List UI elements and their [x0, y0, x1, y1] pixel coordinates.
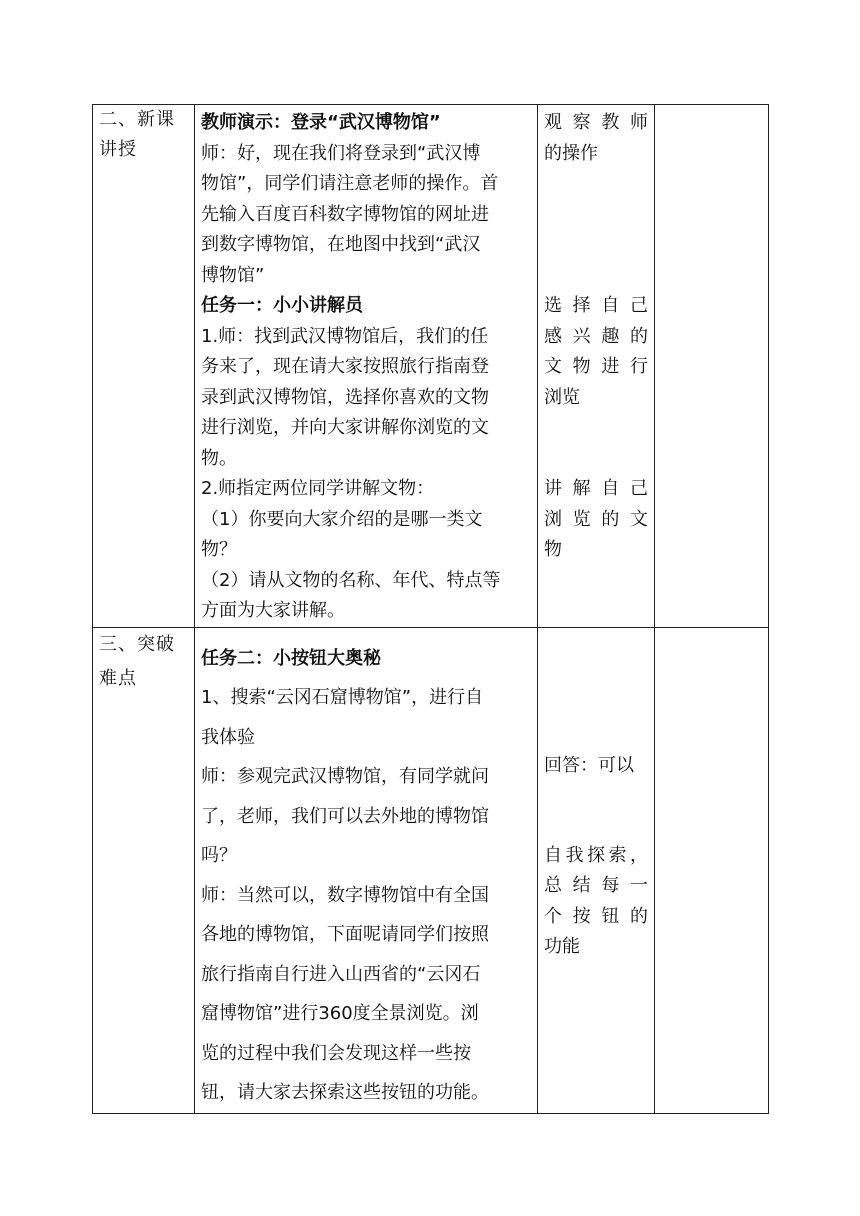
stage-label-line: 讲授 [99, 139, 137, 160]
student-activity-block [544, 751, 648, 782]
body-text-line: 到数字博物馆，在地图中找到“武汉 [201, 234, 481, 255]
student-activity-block [544, 841, 648, 963]
teacher-activity-text [201, 108, 531, 627]
body-text-line: 2.师指定两位同学讲解文物： [201, 478, 435, 499]
body-text-line: 务来了，现在请大家按照旅行指南登 [201, 356, 489, 377]
body-text-line: 物。 [201, 447, 237, 469]
teacher-activity-cell [195, 105, 538, 628]
table-row-new-lesson [93, 105, 769, 628]
table-row-break-through [93, 627, 769, 1113]
student-activity-line: 观察教师 [544, 112, 648, 133]
stage-label-line: 二、新课 [99, 109, 175, 130]
student-activity-line: 物 [544, 539, 562, 560]
student-activity-line: 感兴趣的 [544, 325, 648, 347]
teacher-activity-cell [195, 627, 538, 1113]
body-text-line: 吗？ [201, 845, 237, 866]
body-text-line: 师：当然可以，数字博物馆中有全国 [201, 884, 489, 906]
body-text-line: 窟博物馆”进行360度全景浏览。浏 [201, 1003, 479, 1024]
body-text-line: （1）你要向大家介绍的是哪一类文 [201, 508, 483, 530]
body-text-line: 物馆”，同学们请注意老师的操作。首 [201, 173, 499, 194]
body-text-line: 进行浏览，并向大家讲解你浏览的文 [201, 417, 489, 438]
stage-cell-break-through [93, 627, 195, 1113]
student-activity-line: 浏览的文 [544, 508, 648, 530]
student-activity-block [544, 474, 648, 566]
stage-label [99, 628, 188, 696]
student-activity-line: 浏览 [544, 386, 580, 408]
student-activity-line: 的操作 [544, 142, 598, 164]
body-text-line: （2）请从文物的名称、年代、特点等 [201, 569, 501, 591]
body-text-line: 物？ [201, 539, 237, 560]
student-activity-line: 选择自己 [544, 295, 648, 316]
student-activity-block [544, 291, 648, 413]
body-text-line: 旅行指南自行进入山西省的“云冈石 [201, 963, 481, 985]
stage-cell-new-lesson [93, 105, 195, 628]
body-text-line: 先输入百度百科数字博物馆的网址进 [201, 203, 489, 225]
notes-cell [655, 105, 769, 628]
student-activity-block [544, 108, 648, 169]
section-heading: 任务一：小小讲解员 [201, 295, 363, 316]
stage-label-line: 三、突破 [99, 633, 175, 655]
stage-label [99, 105, 188, 165]
body-text-line: 博物馆” [201, 264, 265, 286]
body-text-line: 览的过程中我们会发现这样一些按 [201, 1042, 471, 1064]
body-text-line: 了，老师，我们可以去外地的博物馆 [201, 805, 489, 827]
body-text-line: 录到武汉博物馆，选择你喜欢的文物 [201, 386, 489, 408]
body-text-line: 1.师：找到武汉博物馆后，我们的任 [201, 325, 489, 347]
student-activity-line: 文物进行 [544, 356, 648, 377]
teacher-activity-text [201, 639, 531, 1113]
body-text-line: 各地的博物馆，下面呢请同学们按照 [201, 924, 489, 945]
student-activity-line: 个按钮的 [544, 905, 648, 927]
body-text-line: 师：好，现在我们将登录到“武汉博 [201, 142, 481, 164]
student-activity-line: 总结每一 [544, 875, 648, 896]
body-text-line: 我体验 [201, 726, 255, 748]
student-activity-cell [538, 627, 655, 1113]
body-text-line: 方面为大家讲解。 [201, 600, 345, 621]
student-activity-line: 自我探索， [544, 844, 648, 866]
student-activity-line: 功能 [544, 936, 580, 957]
section-heading: 任务二：小按钮大奥秘 [201, 647, 381, 669]
student-activity-line: 讲解自己 [544, 478, 648, 499]
stage-label-line: 难点 [99, 667, 137, 689]
notes-cell [655, 627, 769, 1113]
body-text-line: 1、搜索“云冈石窟博物馆”，进行自 [201, 687, 484, 708]
section-heading: 教师演示：登录“武汉博物馆” [201, 112, 441, 133]
student-activity-cell [538, 105, 655, 628]
student-activity-line: 回答：可以 [544, 754, 634, 776]
body-text-line: 师：参观完武汉博物馆，有同学就问 [201, 766, 489, 787]
lesson-plan-table [92, 104, 769, 1114]
body-text-line: 钮，请大家去探索这些按钮的功能。 [201, 1082, 489, 1103]
